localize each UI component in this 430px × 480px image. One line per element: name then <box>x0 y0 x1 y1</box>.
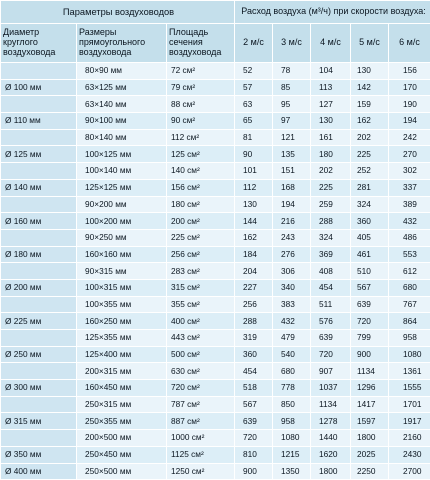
area-cell: 887 см² <box>167 413 235 430</box>
diameter-cell: Ø 400 мм <box>1 463 77 480</box>
flow-cell-2-ms: 162 <box>235 229 273 246</box>
flow-cell-4-ms: 369 <box>311 246 351 263</box>
flow-cell-2-ms: 810 <box>235 446 273 463</box>
table-row <box>1 380 430 397</box>
flow-cell-6-ms: 486 <box>389 229 430 246</box>
flow-cell-6-ms: 337 <box>389 179 430 196</box>
flow-cell-4-ms: 104 <box>311 63 351 80</box>
table-row <box>1 79 430 96</box>
table-row <box>1 279 430 296</box>
diameter-cell <box>1 96 77 113</box>
area-cell: 1000 см² <box>167 430 235 447</box>
flow-cell-4-ms: 1440 <box>311 430 351 447</box>
flow-cell-5-ms: 225 <box>351 146 389 163</box>
params-group-header: Параметры воздуховодов <box>1 1 235 24</box>
size-cell: 90×200 мм <box>77 196 167 213</box>
flow-cell-6-ms: 612 <box>389 263 430 280</box>
area-cell: 1250 см² <box>167 463 235 480</box>
flow-cell-2-ms: 567 <box>235 396 273 413</box>
flow-cell-2-ms: 57 <box>235 79 273 96</box>
flow-cell-6-ms: 156 <box>389 63 430 80</box>
flow-cell-6-ms: 432 <box>389 213 430 230</box>
flow-cell-6-ms: 958 <box>389 330 430 347</box>
area-cell: 400 см² <box>167 313 235 330</box>
flow-cell-5-ms: 405 <box>351 229 389 246</box>
area-cell: 443 см² <box>167 330 235 347</box>
area-cell: 125 см² <box>167 146 235 163</box>
flow-cell-4-ms: 511 <box>311 296 351 313</box>
flow-cell-6-ms: 553 <box>389 246 430 263</box>
table-row <box>1 413 430 430</box>
flow-cell-2-ms: 81 <box>235 129 273 146</box>
area-cell: 355 см² <box>167 296 235 313</box>
size-cell: 100×315 мм <box>77 279 167 296</box>
table-row <box>1 330 430 347</box>
flow-cell-2-ms: 720 <box>235 430 273 447</box>
diameter-cell <box>1 196 77 213</box>
flow-cell-3-ms: 1350 <box>273 463 311 480</box>
size-cell: 80×90 мм <box>77 63 167 80</box>
flow-cell-4-ms: 1037 <box>311 380 351 397</box>
flow-cell-2-ms: 204 <box>235 263 273 280</box>
size-cell: 100×125 мм <box>77 146 167 163</box>
flow-cell-3-ms: 95 <box>273 96 311 113</box>
size-cell: 63×125 мм <box>77 79 167 96</box>
size-cell: 100×200 мм <box>77 213 167 230</box>
table-row <box>1 396 430 413</box>
flow-cell-5-ms: 2250 <box>351 463 389 480</box>
flow-cell-3-ms: 216 <box>273 213 311 230</box>
flow-cell-6-ms: 767 <box>389 296 430 313</box>
speed-2-column-header: 2 м/с <box>235 24 273 63</box>
diameter-cell <box>1 396 77 413</box>
area-cell: 283 см² <box>167 263 235 280</box>
diameter-column-header: Диаметр круглого воздуховода <box>1 24 77 63</box>
area-cell: 79 см² <box>167 79 235 96</box>
size-column-header: Размеры прямоугольного воздуховода <box>77 24 167 63</box>
flow-cell-6-ms: 1080 <box>389 346 430 363</box>
flow-cell-3-ms: 340 <box>273 279 311 296</box>
flow-cell-3-ms: 850 <box>273 396 311 413</box>
flow-cell-3-ms: 85 <box>273 79 311 96</box>
speed-6-column-header: 6 м/с <box>389 24 430 63</box>
column-header-row <box>1 24 430 63</box>
flow-cell-3-ms: 778 <box>273 380 311 397</box>
flow-cell-6-ms: 1555 <box>389 380 430 397</box>
flow-cell-2-ms: 900 <box>235 463 273 480</box>
flow-cell-3-ms: 97 <box>273 113 311 130</box>
size-cell: 125×355 мм <box>77 330 167 347</box>
area-cell: 225 см² <box>167 229 235 246</box>
flow-cell-3-ms: 78 <box>273 63 311 80</box>
flow-cell-2-ms: 101 <box>235 163 273 180</box>
header-group-row <box>1 1 430 24</box>
diameter-cell <box>1 363 77 380</box>
flow-cell-4-ms: 180 <box>311 146 351 163</box>
flow-cell-5-ms: 900 <box>351 346 389 363</box>
table-row <box>1 246 430 263</box>
flow-cell-3-ms: 432 <box>273 313 311 330</box>
area-cell: 315 см² <box>167 279 235 296</box>
table-row <box>1 113 430 130</box>
size-cell: 250×315 мм <box>77 396 167 413</box>
table-row <box>1 63 430 80</box>
size-cell: 100×140 мм <box>77 163 167 180</box>
table-row <box>1 363 430 380</box>
size-cell: 100×355 мм <box>77 296 167 313</box>
flow-cell-6-ms: 2160 <box>389 430 430 447</box>
flow-cell-4-ms: 907 <box>311 363 351 380</box>
size-cell: 90×315 мм <box>77 263 167 280</box>
flow-cell-3-ms: 479 <box>273 330 311 347</box>
flow-cell-4-ms: 161 <box>311 129 351 146</box>
flow-cell-4-ms: 113 <box>311 79 351 96</box>
flow-cell-6-ms: 270 <box>389 146 430 163</box>
diameter-cell <box>1 129 77 146</box>
area-cell: 720 см² <box>167 380 235 397</box>
table-row <box>1 129 430 146</box>
diameter-cell: Ø 140 мм <box>1 179 77 196</box>
flow-cell-4-ms: 225 <box>311 179 351 196</box>
flow-cell-5-ms: 1417 <box>351 396 389 413</box>
area-cell: 140 см² <box>167 163 235 180</box>
size-cell: 200×315 мм <box>77 363 167 380</box>
area-cell: 500 см² <box>167 346 235 363</box>
area-cell: 72 см² <box>167 63 235 80</box>
flow-cell-3-ms: 135 <box>273 146 311 163</box>
flow-cell-2-ms: 288 <box>235 313 273 330</box>
flow-cell-2-ms: 518 <box>235 380 273 397</box>
size-cell: 80×140 мм <box>77 129 167 146</box>
flow-cell-2-ms: 454 <box>235 363 273 380</box>
table-row <box>1 463 430 480</box>
flow-cell-3-ms: 1080 <box>273 430 311 447</box>
size-cell: 160×450 мм <box>77 380 167 397</box>
diameter-cell <box>1 229 77 246</box>
flow-cell-5-ms: 324 <box>351 196 389 213</box>
size-cell: 125×400 мм <box>77 346 167 363</box>
flow-cell-3-ms: 1215 <box>273 446 311 463</box>
table-row <box>1 146 430 163</box>
flow-cell-3-ms: 383 <box>273 296 311 313</box>
flow-cell-3-ms: 540 <box>273 346 311 363</box>
flow-cell-4-ms: 288 <box>311 213 351 230</box>
diameter-cell: Ø 200 мм <box>1 279 77 296</box>
table-row <box>1 313 430 330</box>
flow-cell-5-ms: 202 <box>351 129 389 146</box>
flow-cell-4-ms: 454 <box>311 279 351 296</box>
speed-4-column-header: 4 м/с <box>311 24 351 63</box>
flow-cell-6-ms: 864 <box>389 313 430 330</box>
flow-cell-2-ms: 52 <box>235 63 273 80</box>
flow-cell-4-ms: 1278 <box>311 413 351 430</box>
table-row <box>1 446 430 463</box>
flow-cell-2-ms: 112 <box>235 179 273 196</box>
diameter-cell: Ø 100 мм <box>1 79 77 96</box>
flow-cell-6-ms: 170 <box>389 79 430 96</box>
table-row <box>1 213 430 230</box>
flow-cell-3-ms: 168 <box>273 179 311 196</box>
flow-cell-6-ms: 190 <box>389 96 430 113</box>
diameter-cell: Ø 110 мм <box>1 113 77 130</box>
area-cell: 200 см² <box>167 213 235 230</box>
flow-cell-5-ms: 281 <box>351 179 389 196</box>
flow-cell-2-ms: 65 <box>235 113 273 130</box>
area-cell: 256 см² <box>167 246 235 263</box>
flow-cell-3-ms: 243 <box>273 229 311 246</box>
size-cell: 160×250 мм <box>77 313 167 330</box>
speed-3-column-header: 3 м/с <box>273 24 311 63</box>
flow-cell-3-ms: 306 <box>273 263 311 280</box>
flow-cell-5-ms: 142 <box>351 79 389 96</box>
table-row <box>1 296 430 313</box>
table-row <box>1 430 430 447</box>
diameter-cell <box>1 430 77 447</box>
diameter-cell <box>1 330 77 347</box>
flow-cell-2-ms: 63 <box>235 96 273 113</box>
size-cell: 200×500 мм <box>77 430 167 447</box>
table-row <box>1 96 430 113</box>
flow-cell-2-ms: 90 <box>235 146 273 163</box>
flow-cell-4-ms: 1620 <box>311 446 351 463</box>
flow-cell-5-ms: 567 <box>351 279 389 296</box>
diameter-cell <box>1 263 77 280</box>
flow-cell-5-ms: 639 <box>351 296 389 313</box>
flow-cell-4-ms: 639 <box>311 330 351 347</box>
diameter-cell: Ø 125 мм <box>1 146 77 163</box>
flow-cell-4-ms: 1800 <box>311 463 351 480</box>
area-cell: 787 см² <box>167 396 235 413</box>
size-cell: 250×355 мм <box>77 413 167 430</box>
diameter-cell: Ø 250 мм <box>1 346 77 363</box>
diameter-cell <box>1 296 77 313</box>
flow-cell-5-ms: 510 <box>351 263 389 280</box>
flow-cell-5-ms: 252 <box>351 163 389 180</box>
area-cell: 1125 см² <box>167 446 235 463</box>
area-column-header: Площадь сечения воздуховода <box>167 24 235 63</box>
table-row <box>1 229 430 246</box>
table-row <box>1 346 430 363</box>
size-cell: 90×100 мм <box>77 113 167 130</box>
flow-cell-3-ms: 276 <box>273 246 311 263</box>
flow-group-header: Расход воздуха (м³/ч) при скорости воздуха: <box>235 1 430 24</box>
flow-cell-5-ms: 1296 <box>351 380 389 397</box>
flow-cell-3-ms: 194 <box>273 196 311 213</box>
flow-cell-2-ms: 130 <box>235 196 273 213</box>
flow-cell-2-ms: 360 <box>235 346 273 363</box>
diameter-cell: Ø 180 мм <box>1 246 77 263</box>
table-row <box>1 163 430 180</box>
flow-cell-5-ms: 461 <box>351 246 389 263</box>
flow-cell-4-ms: 576 <box>311 313 351 330</box>
flow-cell-2-ms: 256 <box>235 296 273 313</box>
flow-cell-5-ms: 799 <box>351 330 389 347</box>
area-cell: 112 см² <box>167 129 235 146</box>
area-cell: 156 см² <box>167 179 235 196</box>
table-row <box>1 263 430 280</box>
area-cell: 90 см² <box>167 113 235 130</box>
flow-cell-4-ms: 130 <box>311 113 351 130</box>
flow-cell-2-ms: 319 <box>235 330 273 347</box>
flow-cell-2-ms: 639 <box>235 413 273 430</box>
diameter-cell: Ø 300 мм <box>1 380 77 397</box>
flow-cell-5-ms: 2025 <box>351 446 389 463</box>
table-row <box>1 179 430 196</box>
flow-cell-6-ms: 389 <box>389 196 430 213</box>
flow-cell-4-ms: 202 <box>311 163 351 180</box>
size-cell: 250×500 мм <box>77 463 167 480</box>
flow-cell-2-ms: 144 <box>235 213 273 230</box>
flow-cell-5-ms: 1800 <box>351 430 389 447</box>
flow-cell-6-ms: 194 <box>389 113 430 130</box>
flow-cell-6-ms: 2430 <box>389 446 430 463</box>
size-cell: 250×450 мм <box>77 446 167 463</box>
flow-cell-5-ms: 360 <box>351 213 389 230</box>
diameter-cell: Ø 315 мм <box>1 413 77 430</box>
area-cell: 88 см² <box>167 96 235 113</box>
speed-5-column-header: 5 м/с <box>351 24 389 63</box>
flow-cell-4-ms: 720 <box>311 346 351 363</box>
flow-cell-6-ms: 2700 <box>389 463 430 480</box>
flow-cell-4-ms: 408 <box>311 263 351 280</box>
size-cell: 125×125 мм <box>77 179 167 196</box>
flow-cell-2-ms: 184 <box>235 246 273 263</box>
flow-cell-2-ms: 227 <box>235 279 273 296</box>
flow-cell-4-ms: 1134 <box>311 396 351 413</box>
flow-cell-5-ms: 159 <box>351 96 389 113</box>
area-cell: 180 см² <box>167 196 235 213</box>
flow-cell-6-ms: 302 <box>389 163 430 180</box>
table-body <box>1 63 430 480</box>
flow-cell-5-ms: 720 <box>351 313 389 330</box>
flow-cell-4-ms: 127 <box>311 96 351 113</box>
flow-cell-6-ms: 242 <box>389 129 430 146</box>
flow-cell-6-ms: 1361 <box>389 363 430 380</box>
flow-cell-3-ms: 958 <box>273 413 311 430</box>
flow-cell-3-ms: 151 <box>273 163 311 180</box>
flow-cell-3-ms: 680 <box>273 363 311 380</box>
diameter-cell: Ø 160 мм <box>1 213 77 230</box>
area-cell: 630 см² <box>167 363 235 380</box>
flow-cell-5-ms: 1597 <box>351 413 389 430</box>
diameter-cell: Ø 350 мм <box>1 446 77 463</box>
flow-cell-4-ms: 324 <box>311 229 351 246</box>
flow-cell-6-ms: 1917 <box>389 413 430 430</box>
size-cell: 160×160 мм <box>77 246 167 263</box>
flow-cell-6-ms: 1701 <box>389 396 430 413</box>
flow-cell-5-ms: 130 <box>351 63 389 80</box>
diameter-cell: Ø 225 мм <box>1 313 77 330</box>
table-row <box>1 196 430 213</box>
flow-cell-5-ms: 1134 <box>351 363 389 380</box>
flow-cell-6-ms: 680 <box>389 279 430 296</box>
size-cell: 63×140 мм <box>77 96 167 113</box>
size-cell: 90×250 мм <box>77 229 167 246</box>
diameter-cell <box>1 63 77 80</box>
flow-cell-3-ms: 121 <box>273 129 311 146</box>
flow-cell-4-ms: 259 <box>311 196 351 213</box>
flow-cell-5-ms: 162 <box>351 113 389 130</box>
diameter-cell <box>1 163 77 180</box>
